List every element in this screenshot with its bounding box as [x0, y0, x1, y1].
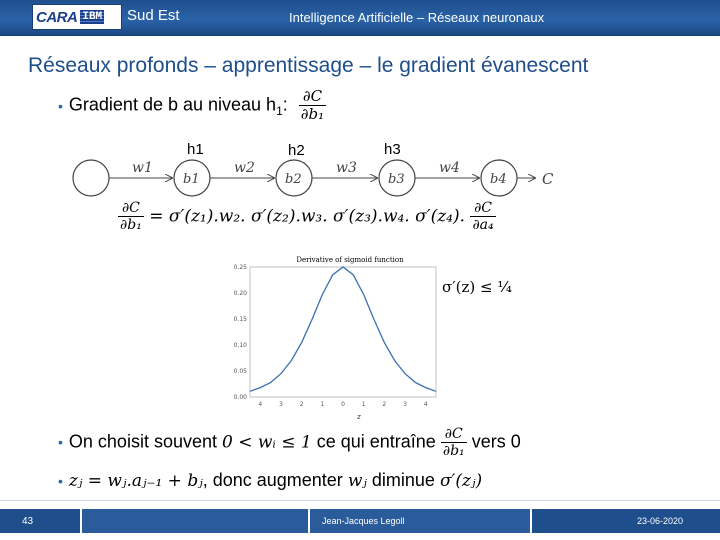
bullet-3-text2: diminue: [371, 470, 435, 490]
page-number: 43: [22, 516, 34, 527]
bullet-2-fraction: [441, 426, 467, 459]
layer-label-h3: h3: [384, 141, 401, 158]
chart-y-axis: [234, 264, 248, 401]
bullet-3-text: , donc augmenter: [202, 470, 343, 490]
footer-author: Jean-Jacques Legoll: [322, 516, 405, 526]
course-title: Intelligence Artificielle – Réseaux neuronaux: [289, 10, 545, 25]
layer-label-h2: h2: [288, 142, 305, 159]
bullet-3: [58, 470, 482, 491]
bullet-dot-icon: •: [58, 434, 63, 451]
formula-rhs-num: ∂C: [470, 200, 495, 217]
layer-label-h1: h1: [187, 141, 204, 158]
footer-date: 23-06-2020: [637, 516, 684, 526]
bias-b1: b1: [183, 172, 200, 187]
bullet-3-w: wⱼ: [347, 471, 367, 491]
bullet-2: [58, 426, 521, 459]
formula-rhs-fraction: [470, 200, 495, 233]
chart-series-line: [250, 267, 436, 391]
bullet-3-math: zⱼ = wⱼ.aⱼ₋₁ + bⱼ: [68, 471, 203, 491]
footer-right-band: [532, 509, 720, 533]
chart-title: Derivative of sigmoid function: [296, 256, 404, 264]
sigma-inequality: σ′(z) ≤ ¹⁄₄: [442, 278, 512, 296]
chart-x-tick-label: 1: [361, 401, 366, 408]
input-neuron: [73, 160, 109, 196]
bullet-1-text: Gradient de b au niveau h: [68, 94, 277, 115]
fraction-dC-db1: [299, 88, 326, 124]
formula-lhs-den: ∂b₁: [120, 217, 142, 234]
chart-x-axis: [258, 401, 427, 408]
bullet-2-frac-num: ∂C: [441, 426, 467, 443]
bullet-2-pre: On choisit souvent: [68, 431, 217, 452]
output-C: C: [542, 170, 554, 188]
cara-ibm-logo: [32, 4, 122, 30]
slide-title: Réseaux profonds – apprentissage – le gradient évanescent: [28, 54, 589, 77]
chart-x-tick-label: 2: [299, 401, 304, 408]
chart-y-tick-label: 0.20: [233, 290, 247, 297]
chart-x-tick-label: 2: [382, 401, 387, 408]
footer-divider: [0, 500, 720, 501]
bias-b4: b4: [490, 172, 507, 187]
bullet-dot-icon: •: [58, 473, 63, 489]
chart-x-tick-label: 4: [423, 401, 428, 408]
weight-w3: w3: [336, 160, 357, 176]
logo-cara-text: CARA: [36, 8, 78, 26]
formula-rhs-den: ∂a₄: [472, 217, 494, 234]
weight-w4: w4: [439, 160, 460, 176]
bullet-1: [58, 88, 326, 124]
header-region: Sud Est: [127, 7, 180, 24]
bullet-2-post: vers 0: [471, 431, 521, 452]
bullet-2-frac-den: ∂b₁: [442, 443, 465, 460]
weight-w1: w1: [132, 160, 153, 176]
chart-x-tick-label: 4: [258, 401, 263, 408]
network-diagram: [62, 128, 582, 200]
weight-w2: w2: [234, 160, 255, 176]
sigmoid-derivative-chart: [228, 250, 438, 422]
frac-num: ∂C: [299, 88, 326, 106]
bullet-dot-icon: •: [58, 97, 63, 114]
formula-lhs-fraction: [118, 200, 144, 233]
chart-x-tick-label: 0: [341, 401, 345, 408]
chart-y-tick-label: 0.10: [233, 342, 247, 349]
frac-den: ∂b₁: [300, 105, 325, 124]
footer-left-band: [0, 509, 80, 533]
chart-x-label: z: [357, 413, 361, 421]
chain-rule-formula: [118, 200, 496, 233]
chart-x-tick-label: 3: [403, 401, 407, 408]
chart-y-tick-label: 0.25: [233, 264, 247, 271]
bias-b3: b3: [388, 172, 405, 187]
chart-y-tick-label: 0.05: [233, 368, 247, 375]
chart-y-tick-label: 0.15: [233, 316, 247, 323]
bullet-2-mid: ce qui entraîne: [316, 431, 436, 452]
logo-ibm-text: IBM: [82, 11, 103, 23]
formula-lhs-num: ∂C: [118, 200, 144, 217]
bullet-1-colon: :: [282, 94, 288, 115]
bullet-2-math: 0 < wᵢ ≤ 1: [222, 432, 312, 453]
chart-plot-frame: [250, 267, 436, 397]
bullet-3-sigma: σ′(zⱼ): [439, 471, 483, 491]
chart-x-tick-label: 1: [320, 401, 325, 408]
footer-mid-band: [82, 509, 308, 533]
chart-x-tick-label: 3: [279, 401, 283, 408]
bullet-1-sub: 1: [276, 104, 283, 119]
formula-body: = σ′(z₁).w₂. σ′(z₂).w₃. σ′(z₃).w₄. σ′(z₄).: [149, 206, 466, 227]
bias-b2: b2: [285, 172, 302, 187]
chart-y-tick-label: 0.00: [233, 394, 247, 401]
